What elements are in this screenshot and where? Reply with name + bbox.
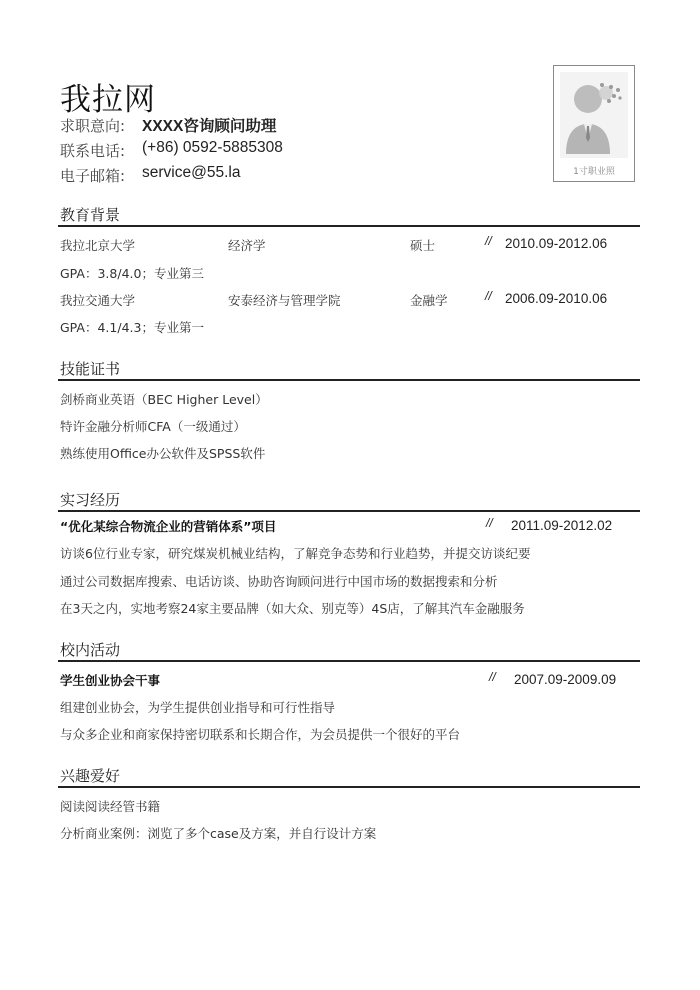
hobby-item: 分析商业案例：浏览了多个case及方案，并自行设计方案	[60, 826, 377, 841]
date-separator: //	[489, 670, 496, 684]
internship-item: 访谈6位行业专家，研究煤炭机械业结构，了解竞争态势和行业趋势，并提交访谈纪要	[60, 546, 531, 561]
section-divider	[58, 379, 640, 381]
hobby-item: 阅读阅读经管书籍	[60, 799, 161, 814]
phone-value: (+86) 0592-5885308	[142, 139, 283, 156]
date-separator: //	[485, 234, 492, 248]
date-separator: //	[486, 516, 493, 530]
photo-caption: 1寸职业照	[573, 167, 615, 177]
edu-degree: 硕士	[410, 238, 436, 253]
campus-item: 组建创业协会，为学生提供创业指导和可行性指导	[60, 700, 336, 715]
section-title-internship: 实习经历	[60, 491, 121, 509]
section-divider	[58, 225, 640, 227]
candidate-name: 我拉网	[60, 82, 156, 118]
edu-school: 我拉北京大学	[60, 238, 136, 253]
email-value: service@55.la	[142, 164, 241, 181]
edu-gpa: GPA：4.1/4.3；专业第一	[60, 320, 204, 335]
edu-degree: 金融学	[410, 293, 448, 308]
section-divider	[58, 660, 640, 662]
campus-date: 2007.09-2009.09	[514, 672, 617, 687]
section-title-hobbies: 兴趣爱好	[60, 767, 121, 785]
edu-date: 2010.09-2012.06	[505, 236, 608, 251]
internship-project: “优化某综合物流企业的营销体系”项目	[60, 519, 277, 534]
skill-item: 熟练使用Office办公软件及SPSS软件	[60, 446, 266, 461]
edu-gpa: GPA：3.8/4.0；专业第三	[60, 266, 204, 281]
job-intent-label: 求职意向:	[60, 117, 126, 135]
skill-item: 剑桥商业英语（BEC Higher Level）	[60, 392, 268, 407]
section-divider	[58, 786, 640, 788]
phone-label: 联系电话:	[60, 142, 126, 160]
internship-date: 2011.09-2012.02	[511, 518, 613, 533]
edu-major: 安泰经济与管理学院	[228, 293, 341, 308]
photo-placeholder	[553, 65, 635, 182]
section-title-skills: 技能证书	[60, 360, 121, 378]
campus-role: 学生创业协会干事	[60, 673, 161, 688]
date-separator: //	[485, 289, 492, 303]
section-title-education: 教育背景	[60, 206, 121, 224]
job-intent-value: XXXX咨询顾问助理	[142, 118, 277, 135]
email-label: 电子邮箱:	[60, 167, 126, 185]
internship-item: 通过公司数据库搜索、电话访谈、协助咨询顾问进行中国市场的数据搜索和分析	[60, 574, 498, 589]
campus-item: 与众多企业和商家保持密切联系和长期合作，为会员提供一个很好的平台	[60, 727, 461, 742]
section-title-campus: 校内活动	[60, 641, 121, 659]
skill-item: 特许金融分析师CFA（一级通过）	[60, 419, 246, 434]
internship-item: 在3天之内，实地考察24家主要品牌（如大众、别克等）4S店，了解其汽车金融服务	[60, 601, 525, 616]
edu-major: 经济学	[228, 238, 266, 253]
edu-date: 2006.09-2010.06	[505, 291, 608, 306]
section-divider	[58, 510, 640, 512]
edu-school: 我拉交通大学	[60, 293, 136, 308]
